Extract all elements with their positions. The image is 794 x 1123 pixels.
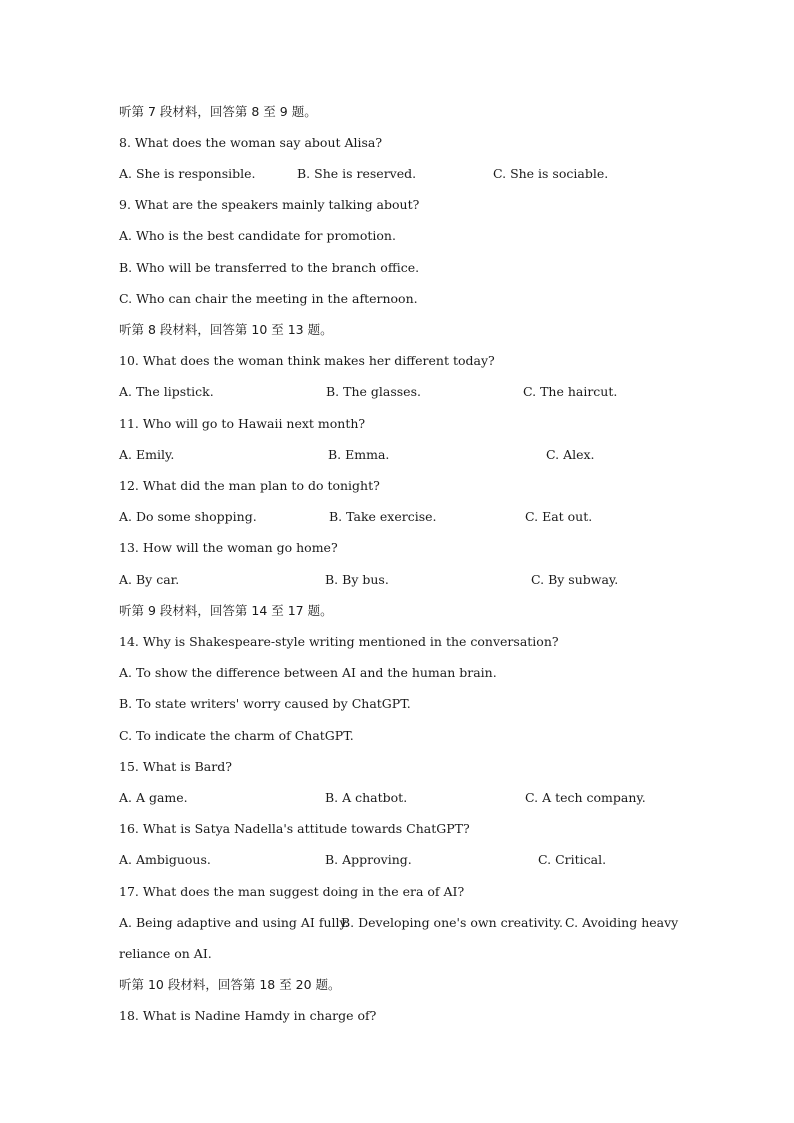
question-10: 10. What does the woman think makes her different today? xyxy=(119,353,495,368)
option-15c: C. A tech company. xyxy=(525,790,646,805)
question-9: 9. What are the speakers mainly talking about? xyxy=(119,197,420,212)
option-13c: C. By subway. xyxy=(531,572,619,587)
option-11a: A. Emily. xyxy=(119,447,175,462)
question-8: 8. What does the woman say about Alisa? xyxy=(119,135,383,150)
section-header-10: 听第 10 段材料，回答第 18 至 20 题。 xyxy=(119,977,341,992)
option-16b: B. Approving. xyxy=(325,852,412,867)
option-10a: A. The lipstick. xyxy=(119,384,214,399)
option-13b: B. By bus. xyxy=(325,572,389,587)
section-header-7: 听第 7 段材料，回答第 8 至 9 题。 xyxy=(119,104,317,119)
option-8b: B. She is reserved. xyxy=(297,166,417,181)
option-14b: B. To state writers' worry caused by ChatGPT. xyxy=(119,696,411,711)
option-8a: A. She is responsible. xyxy=(119,166,256,181)
question-18: 18. What is Nadine Hamdy in charge of? xyxy=(119,1008,377,1023)
option-14a: A. To show the difference between AI and the human brain. xyxy=(119,665,497,680)
option-12b: B. Take exercise. xyxy=(329,509,437,524)
question-16: 16. What is Satya Nadella's attitude towards ChatGPT? xyxy=(119,821,470,836)
option-13a: A. By car. xyxy=(119,572,180,587)
option-15b: B. A chatbot. xyxy=(325,790,408,805)
option-16c: C. Critical. xyxy=(538,852,607,867)
option-14c: C. To indicate the charm of ChatGPT. xyxy=(119,728,354,743)
option-11b: B. Emma. xyxy=(328,447,390,462)
option-9c: C. Who can chair the meeting in the afternoon. xyxy=(119,291,418,306)
option-17a: A. Being adaptive and using AI fully. xyxy=(119,915,349,930)
option-10b: B. The glasses. xyxy=(326,384,421,399)
question-17: 17. What does the man suggest doing in the era of AI? xyxy=(119,884,465,899)
option-12a: A. Do some shopping. xyxy=(119,509,257,524)
option-16a: A. Ambiguous. xyxy=(119,852,211,867)
question-11: 11. Who will go to Hawaii next month? xyxy=(119,416,366,431)
option-10c: C. The haircut. xyxy=(523,384,618,399)
option-17c-continued: reliance on AI. xyxy=(119,946,212,961)
option-15a: A. A game. xyxy=(119,790,188,805)
option-9b: B. Who will be transferred to the branch office. xyxy=(119,260,420,275)
option-11c: C. Alex. xyxy=(546,447,595,462)
question-12: 12. What did the man plan to do tonight? xyxy=(119,478,380,493)
option-17b: B. Developing one's own creativity. xyxy=(341,915,563,930)
option-17c: C. Avoiding heavy xyxy=(565,915,679,930)
option-12c: C. Eat out. xyxy=(525,509,593,524)
option-8c: C. She is sociable. xyxy=(493,166,609,181)
section-header-9: 听第 9 段材料，回答第 14 至 17 题。 xyxy=(119,603,333,618)
option-9a: A. Who is the best candidate for promotion. xyxy=(119,228,396,243)
question-15: 15. What is Bard? xyxy=(119,759,232,774)
section-header-8: 听第 8 段材料，回答第 10 至 13 题。 xyxy=(119,322,333,337)
question-14: 14. Why is Shakespeare-style writing mentioned in the conversation? xyxy=(119,634,559,649)
question-13: 13. How will the woman go home? xyxy=(119,540,338,555)
